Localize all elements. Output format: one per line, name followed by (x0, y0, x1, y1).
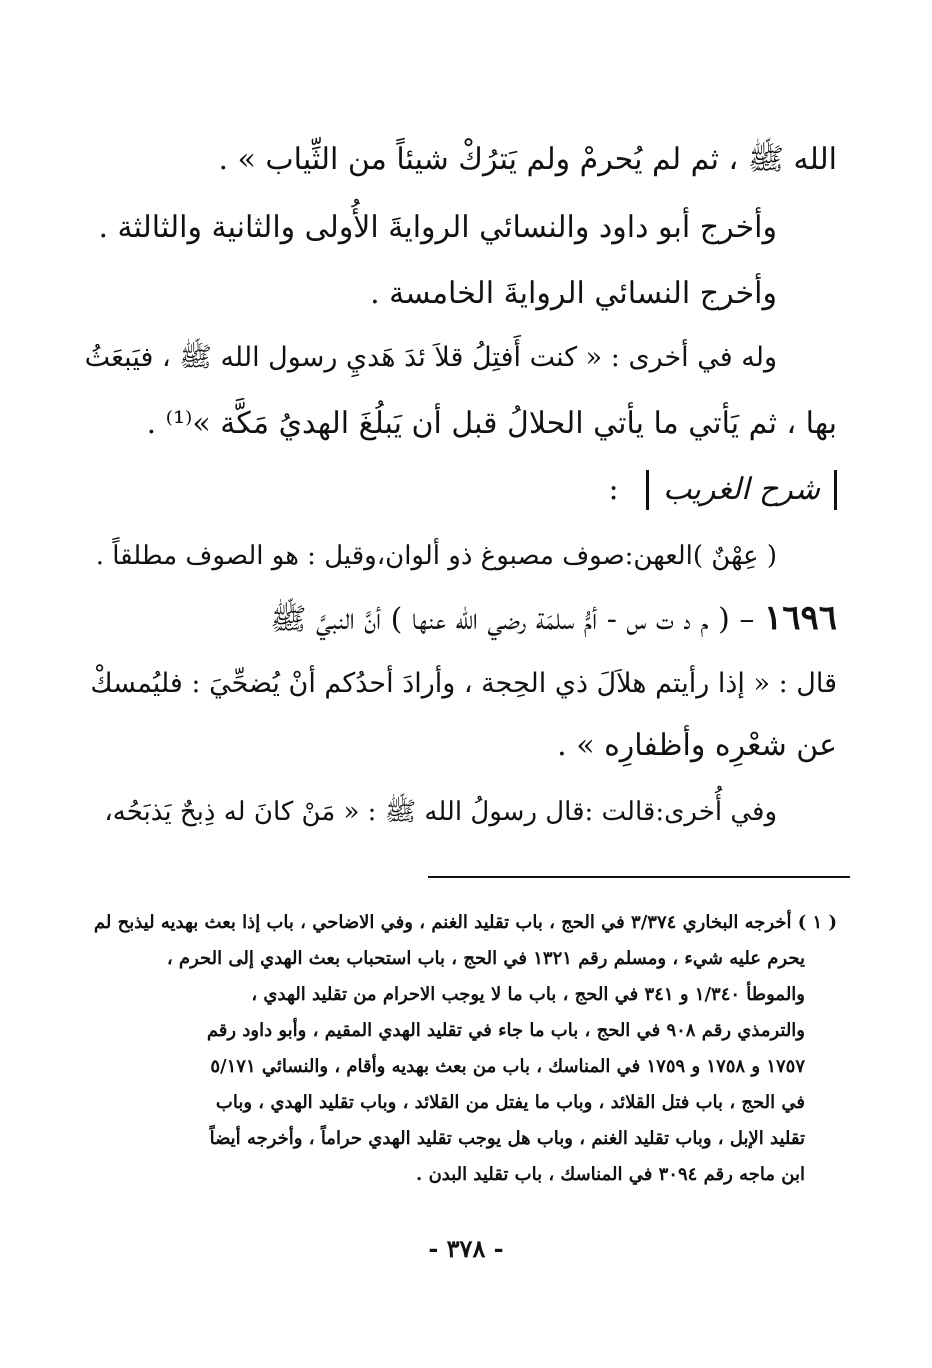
footnote-line-2: يحرم عليه شيء ، ومسلم رقم ١٣٢١ في الحج ، باب استحباب بعث الهدي إلى الحرم ، (166, 948, 805, 969)
text-line-5: بها ، ثم يَأتي ما يأتي الحلالُ قبل أن يَبلُغَ الهديُ مَكَّة »⁽¹⁾ . (146, 406, 837, 441)
glossary-heading-label: شرح الغريب (646, 470, 837, 510)
text-line-1: الله ﷺ ، ثم لم يُحرمْ ولم يَترُكْ شيئاً من الثِّياب » . (218, 142, 837, 177)
footnote-line-3: والموطأ ١/٣٤٠ و ٣٤١ في الحج ، باب ما لا يوجب الاحرام من تقليد الهدي ، (251, 984, 805, 1005)
glossary-heading (85, 470, 837, 510)
text-line-10: وفي أُخرى:قالت :قال رسولُ الله ﷺ : « مَنْ كانَ له ذِبحٌ يَذبَحُه، (104, 797, 777, 827)
text-line-9: عن شعْرِه وأظفارِه » . (557, 728, 837, 763)
footnote-line-8: ابن ماجه رقم ٣٠٩٤ في المناسك ، باب تقليد البدن . (416, 1164, 805, 1185)
footnote-line-1: ( ١ ) أخرجه البخاري ٣/٣٧٤ في الحج ، باب تقليد الغنم ، وفي الاضاحي ، باب إذا بعث بهديه ليذبح لم (93, 912, 837, 933)
text-line-2: وأخرج أبو داود والنسائي الروايةَ الأُولى والثانية والثالثة . (98, 210, 777, 245)
footnote-line-4: والترمذي رقم ٩٠٨ في الحج ، باب ما جاء في تقليد الهدي المقيم ، وأبو داود رقم (206, 1020, 805, 1041)
footnote-separator (428, 876, 850, 878)
hadith-number: ١٦٩٦ (763, 598, 837, 638)
text-line-8: قال : « إذا رأيتم هلاَلَ ذي الحِجة ، وأرادَ أحدُكم أنْ يُضحِّيَ : فليُمسكْ (90, 668, 837, 699)
page-number: - ٣٧٨ - (428, 1234, 504, 1263)
footnote-line-5: ١٧٥٧ و ١٧٥٨ و ١٧٥٩ في المناسك ، باب من بعث بهديه وأقام ، والنسائي ٥/١٧١ (210, 1056, 805, 1077)
footnote-line-7: تقليد الإبل ، وباب تقليد الغنم ، وباب هل يوجب تقليد الهدي حراماً ، وأخرجه أيضاً (209, 1128, 805, 1149)
footnote-line-6: في الحج ، باب فتل القلائد ، وباب ما يفتل من القلائد ، وباب تقليد الهدي ، وباب (215, 1092, 805, 1113)
glossary-heading-colon: : (608, 472, 619, 507)
hadith-line-7 (85, 598, 837, 640)
hadith-narration-chain: – ( م د ت س - أمُّ سلمَة رضي الله عنها ) أنَّ النبيَّ ﷺ (270, 602, 755, 637)
text-line-3: وأخرج النسائي الروايةَ الخامسة . (370, 276, 777, 311)
glossary-entry: ( عِهْنٌ )العهن:صوف مصبوغ ذو ألوان،وقيل : هو الصوف مطلقاً . (95, 541, 777, 571)
text-line-4: وله في أخرى : « كنت أَفتِلُ قلاَ ئدَ هَديِ رسول الله ﷺ ، فيَبعَثُ (84, 342, 777, 373)
